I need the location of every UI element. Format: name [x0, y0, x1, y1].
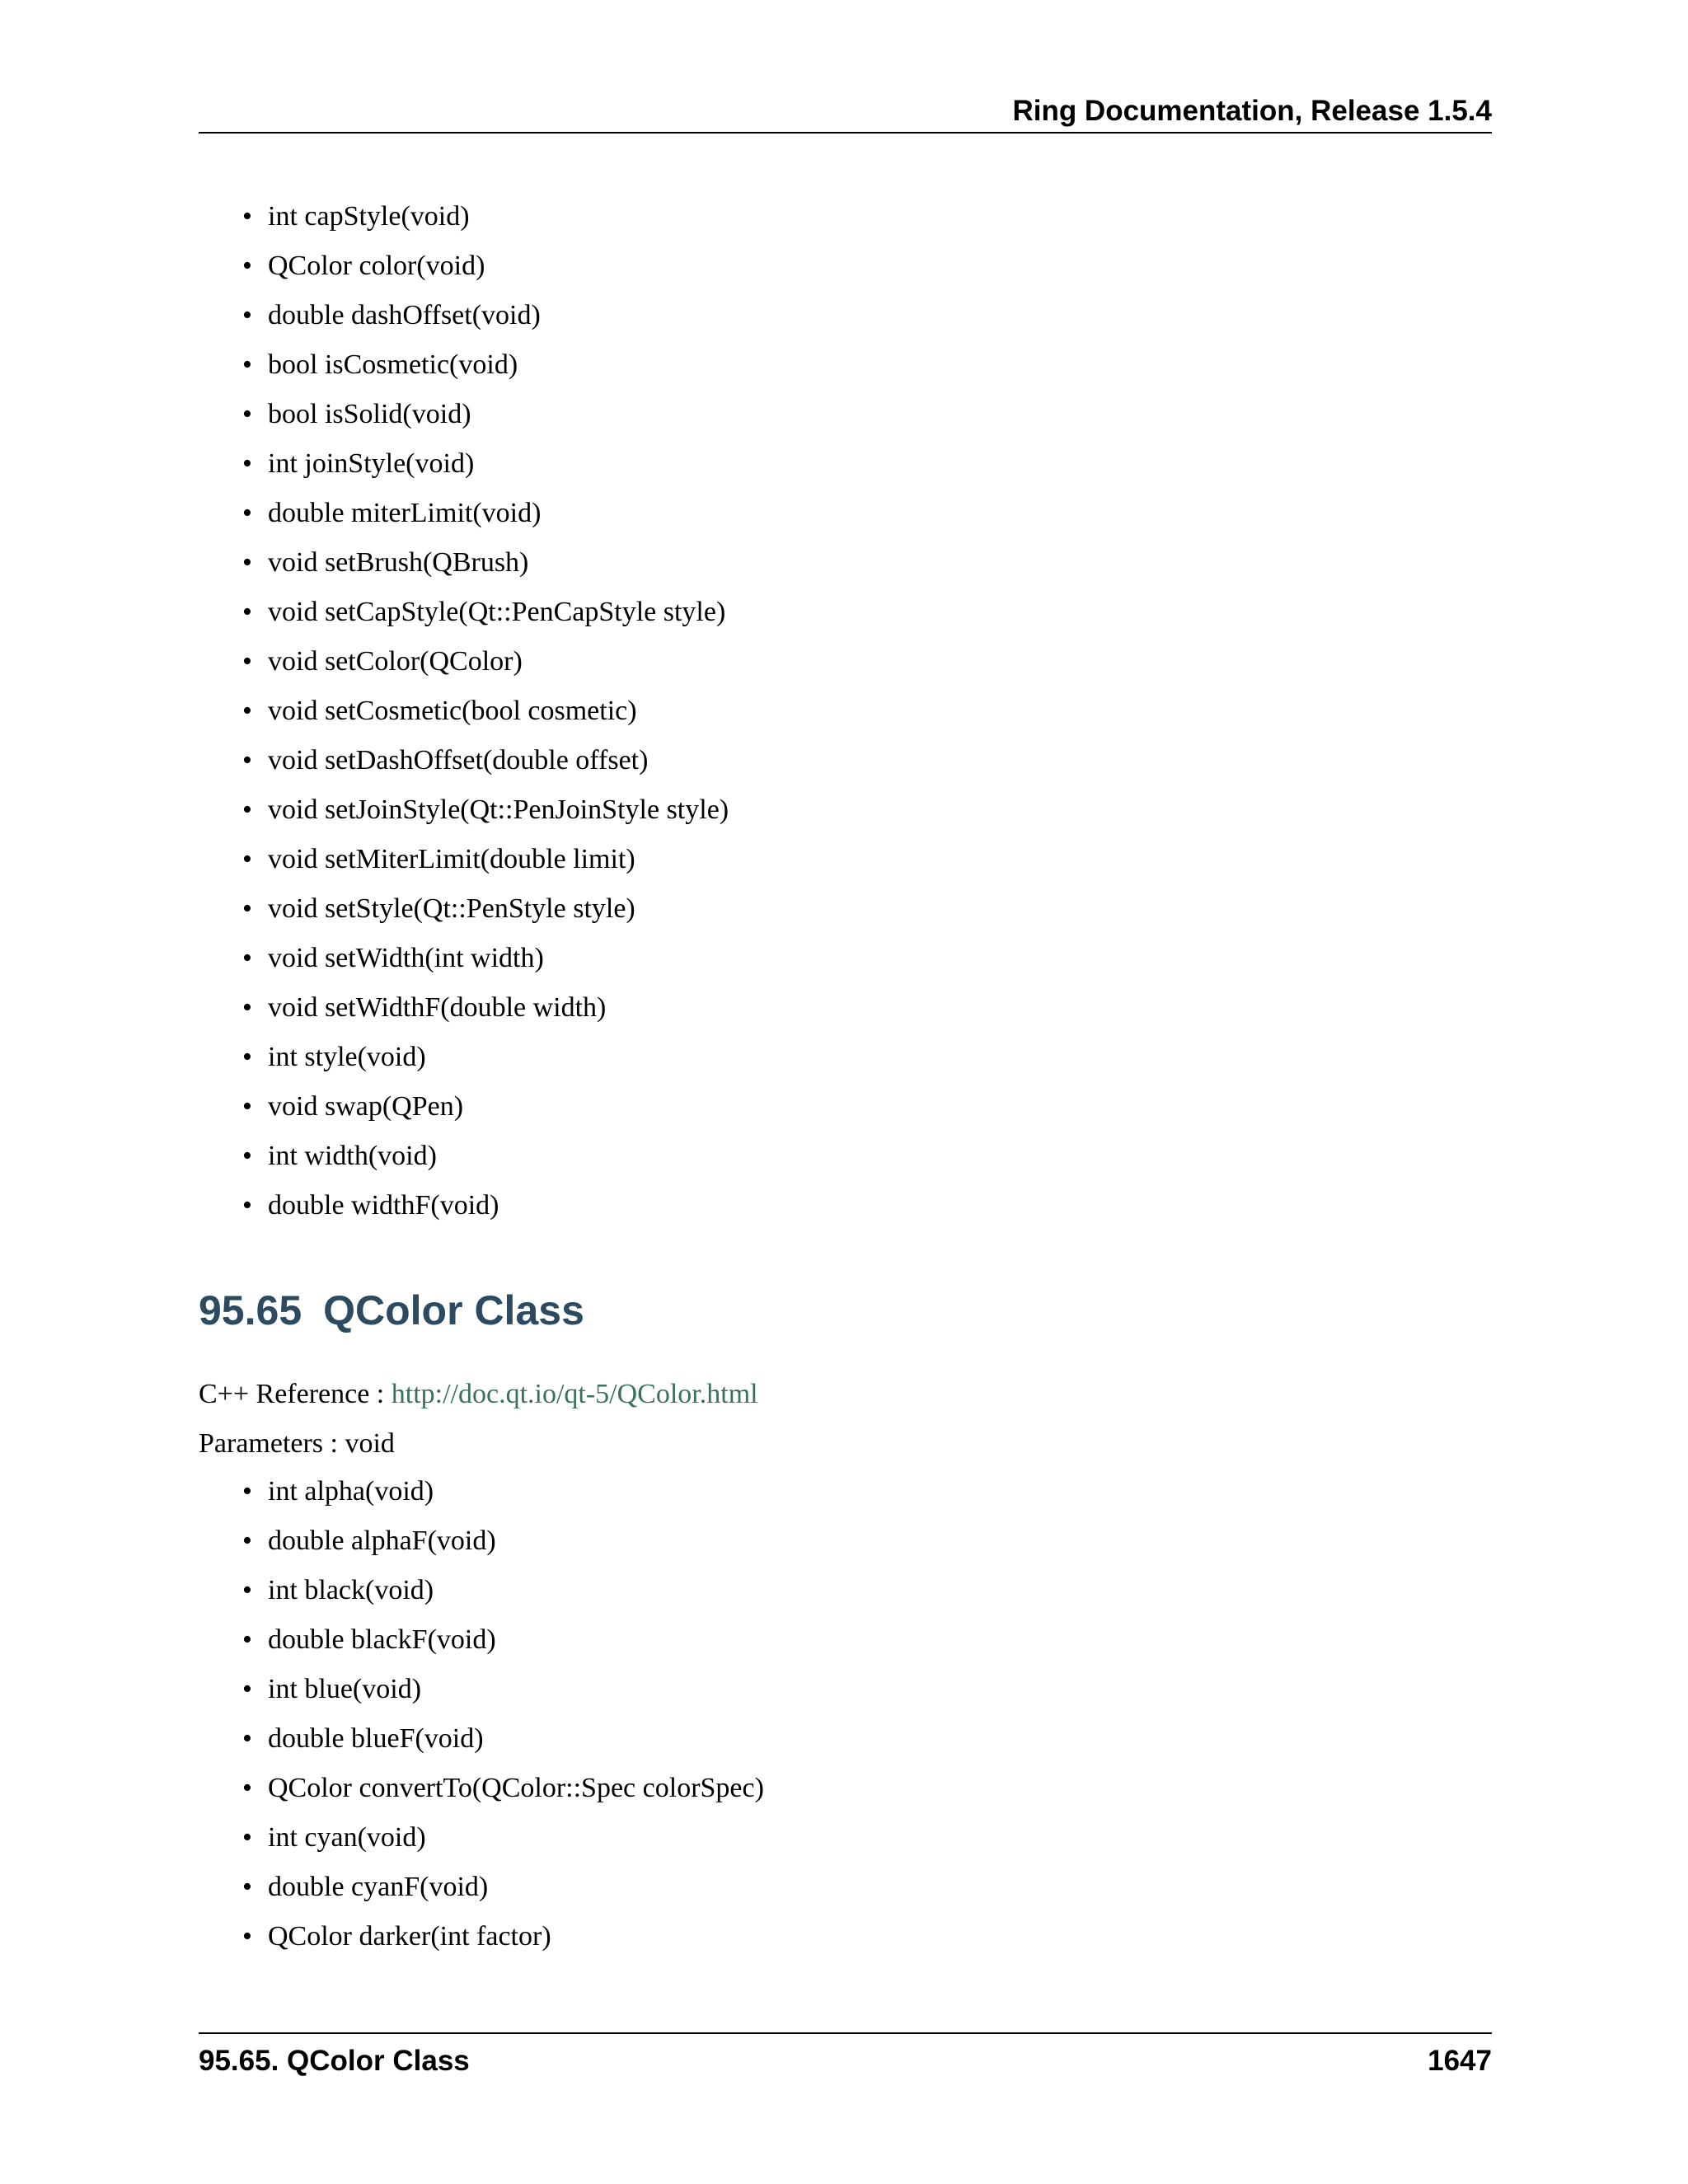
footer-section-title: 95.65. QColor Class [199, 2045, 470, 2077]
document-title: Ring Documentation, Release 1.5.4 [1012, 95, 1492, 127]
list-item: • int capStyle(void) [233, 192, 729, 241]
list-item: • void setColor(QColor) [233, 637, 729, 687]
list-item: • double blueF(void) [233, 1714, 764, 1764]
list-item: • void setBrush(QBrush) [233, 538, 729, 588]
reference-line [199, 1370, 758, 1419]
list-item: • int joinStyle(void) [233, 439, 729, 489]
list-item: • int style(void) [233, 1033, 729, 1082]
list-item: • double widthF(void) [233, 1181, 729, 1230]
list-item: • double blackF(void) [233, 1615, 764, 1665]
list-item: • void setCosmetic(bool cosmetic) [233, 687, 729, 736]
page-number: 1647 [1428, 2045, 1492, 2077]
list-item: • void swap(QPen) [233, 1082, 729, 1132]
list-item: • double alphaF(void) [233, 1516, 764, 1566]
list-item: • void setWidthF(double width) [233, 983, 729, 1033]
section-number: 95.65 [199, 1287, 302, 1333]
parameters-line: Parameters : void [199, 1428, 395, 1459]
list-item: • QColor convertTo(QColor::Spec colorSpec) [233, 1764, 764, 1813]
list-item: • double miterLimit(void) [233, 489, 729, 538]
reference-label: C++ Reference : [199, 1379, 385, 1409]
list-item: • int alpha(void) [233, 1467, 764, 1516]
list-item: • void setCapStyle(Qt::PenCapStyle style) [233, 588, 729, 637]
list-item: • bool isCosmetic(void) [233, 340, 729, 390]
page-footer [199, 2032, 1492, 2083]
list-item: • void setMiterLimit(double limit) [233, 835, 729, 884]
list-item: • int blue(void) [233, 1665, 764, 1714]
color-methods-list [233, 1467, 764, 1961]
list-item: • int cyan(void) [233, 1813, 764, 1863]
list-item: • void setWidth(int width) [233, 934, 729, 983]
section-title: QColor Class [323, 1287, 584, 1333]
pen-methods-list [233, 192, 729, 1230]
list-item: • double cyanF(void) [233, 1863, 764, 1912]
list-item: • void setDashOffset(double offset) [233, 736, 729, 785]
page-header [199, 91, 1492, 134]
list-item: • bool isSolid(void) [233, 390, 729, 439]
list-item: • QColor color(void) [233, 241, 729, 291]
list-item: • int width(void) [233, 1132, 729, 1181]
section-heading [199, 1282, 584, 1339]
list-item: • void setStyle(Qt::PenStyle style) [233, 884, 729, 934]
list-item: • double dashOffset(void) [233, 291, 729, 340]
list-item: • int black(void) [233, 1566, 764, 1615]
list-item: • void setJoinStyle(Qt::PenJoinStyle style) [233, 785, 729, 835]
reference-link[interactable]: http://doc.qt.io/qt-5/QColor.html [391, 1379, 758, 1409]
list-item: • QColor darker(int factor) [233, 1912, 764, 1961]
